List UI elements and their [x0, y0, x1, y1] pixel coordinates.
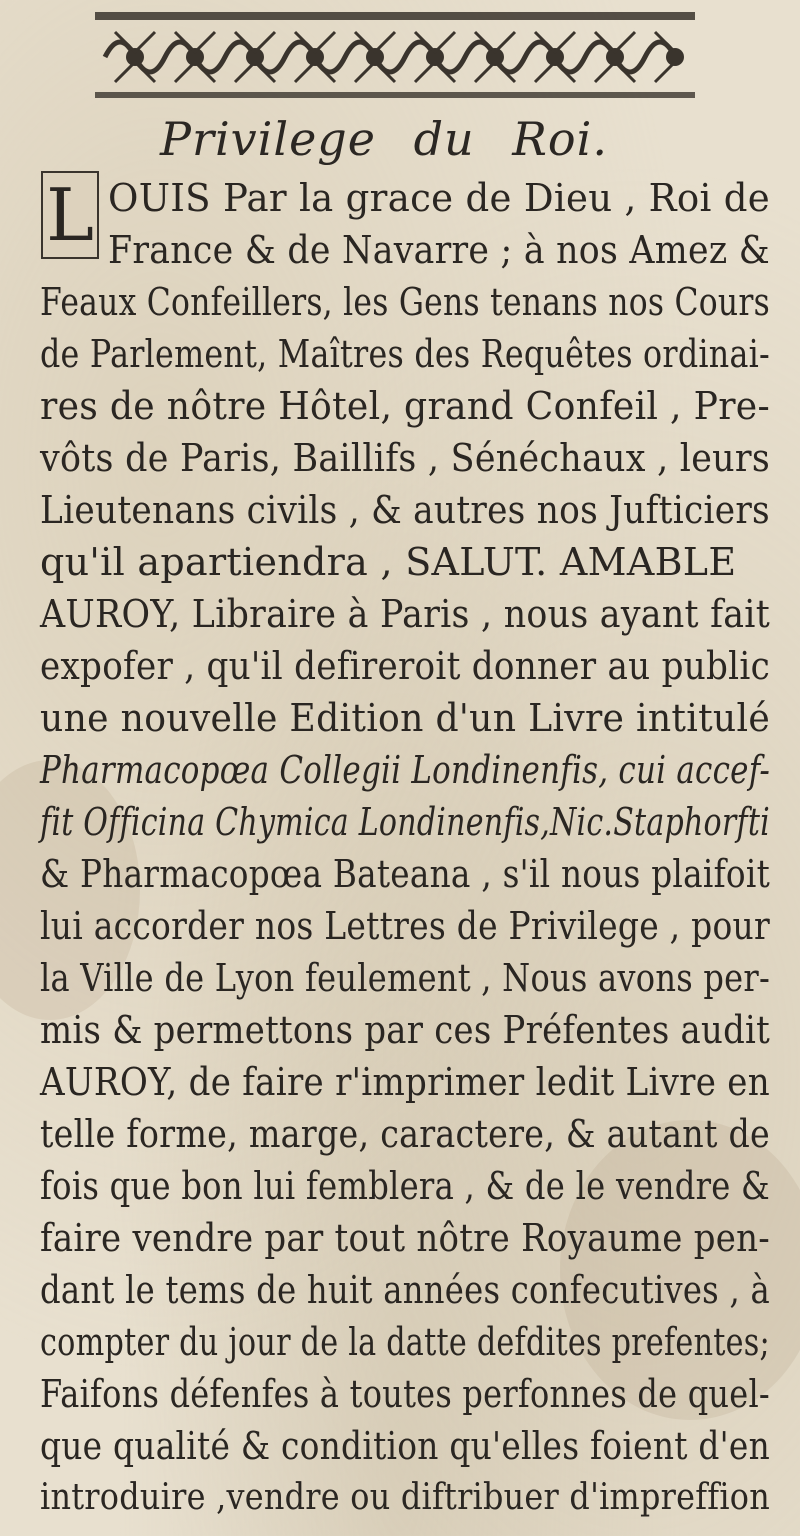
- text-line: Lieutenans civils , & autres nos Jufticiers: [40, 488, 770, 532]
- text-line: fit Officina Chymica Londinenfis,Nic.Staphorfti: [40, 800, 770, 844]
- text-line: faire vendre par tout nôtre Royaume pen-: [40, 1216, 771, 1260]
- heading-word-roi: Roi.: [512, 112, 608, 166]
- text-line: que qualité & condition qu'elles foient d'en: [40, 1424, 770, 1468]
- text-line: France & de Navarre ; à nos Amez &: [108, 228, 770, 272]
- text-line: expofer , qu'il defireroit donner au public: [40, 644, 771, 688]
- text-line: AUROY, de faire r'imprimer ledit Livre en: [40, 1060, 770, 1104]
- text-line: & Pharmacopœa Bateana , s'il nous plaifoit: [40, 852, 770, 896]
- heading-word-du: du: [413, 112, 475, 166]
- text-line: une nouvelle Edition d'un Livre intitulé: [40, 696, 771, 740]
- text-line: compter du jour de la datte defdites prefentes;: [40, 1320, 770, 1364]
- dropcap-frame: [40, 170, 100, 260]
- text-line: qu'il apartiendra , SALUT. AMABLE: [40, 540, 737, 584]
- text-line: Faifons défenfes à toutes perfonnes de quel-: [40, 1372, 770, 1416]
- text-line: vôts de Paris, Baillifs , Sénéchaux , leurs: [40, 436, 771, 480]
- text-line: res de nôtre Hôtel, grand Confeil , Pre-: [40, 384, 770, 428]
- text-line: telle forme, marge, caractere, & autant de: [40, 1112, 771, 1156]
- text-line: la Ville de Lyon feulement , Nous avons per-: [40, 956, 771, 1000]
- text-line: OUIS Par la grace de Dieu , Roi de: [108, 176, 770, 220]
- text-line: Pharmacopœa Collegii Londinenfis, cui accef-: [40, 748, 771, 792]
- text-line: AUROY, Libraire à Paris , nous ayant fait: [40, 592, 770, 636]
- text-line: fois que bon lui femblera , & de le vendre &: [40, 1164, 770, 1208]
- text-line: introduire ,vendre ou diftribuer d'impreffion: [40, 1477, 771, 1518]
- text-line: Feaux Confeillers, les Gens tenans nos Cours: [40, 280, 770, 324]
- text-line: mis & permettons par ces Préfentes audit: [40, 1008, 771, 1052]
- privilege-heading: [160, 112, 640, 166]
- heading-word-privilege: Privilege: [160, 112, 376, 166]
- text-line: lui accorder nos Lettres de Privilege , pour: [40, 904, 770, 948]
- dropcap-letter: L: [46, 173, 94, 257]
- text-line: dant le tems de huit années confecutives , à: [40, 1268, 770, 1312]
- text-line: de Parlement, Maîtres des Requêtes ordinai-: [40, 332, 770, 376]
- header-ornament: [95, 12, 695, 102]
